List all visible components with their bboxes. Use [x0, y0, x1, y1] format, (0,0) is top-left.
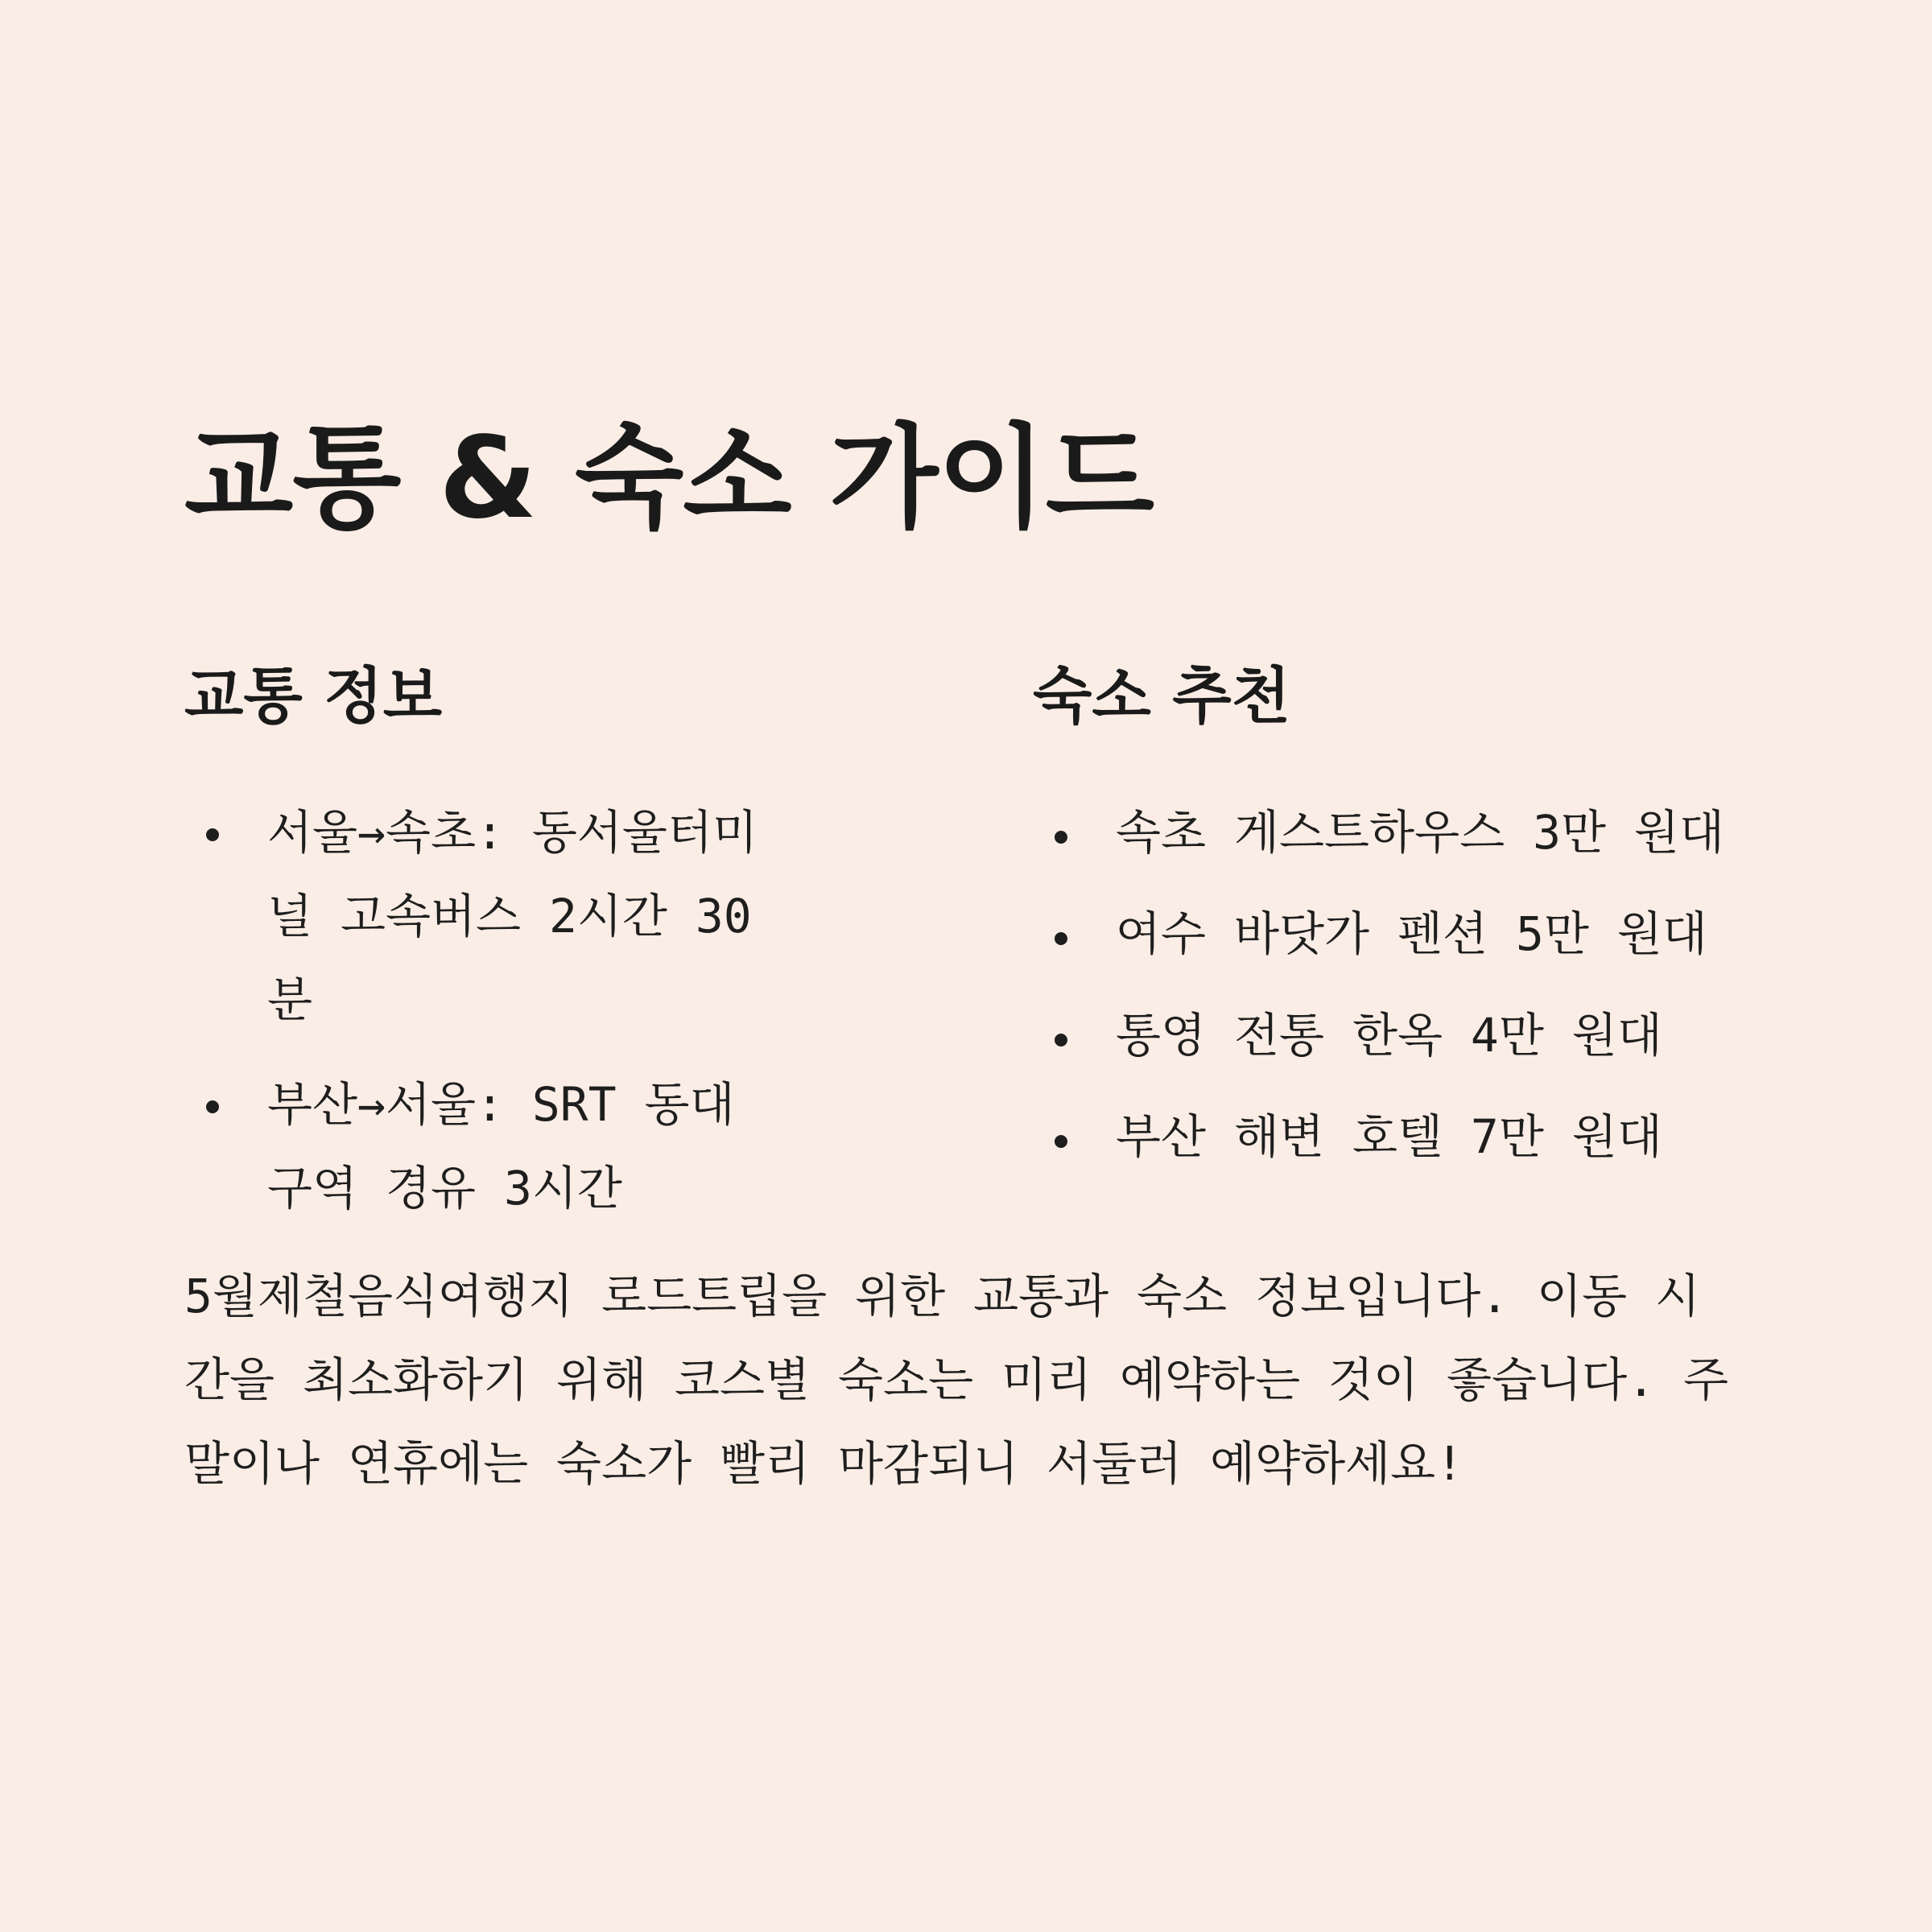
transport-item-text: 부산→서울: SRT 동대구역 경유 3시간 [267, 1077, 735, 1216]
summary-paragraph: 5월제철음식여행지 로드트립을 위한 교통과 숙소 정보입니다. 이동 시간을 최소화하기 위해 코스별 숙소는 미리 예약하는 것이 좋습니다. 주말이나 연휴에는 숙소가 빨리 마감되니 서둘러 예약하세요! [184, 1269, 1728, 1491]
bullet-icon [1055, 831, 1067, 844]
bullet-icon [1055, 1034, 1067, 1046]
list-item [1033, 993, 1776, 1077]
list-item [184, 791, 766, 1042]
bullet-icon [1055, 932, 1067, 945]
lodging-item-text: 통영 전통 한옥 4만 원대 [1116, 1008, 1662, 1063]
transport-item-text: 서울→속초: 동서울터미널 고속버스 2시간 30분 [267, 805, 758, 1027]
list-item [1033, 1095, 1776, 1179]
lodging-section [1033, 652, 1741, 1164]
bullet-icon [206, 828, 219, 841]
bullet-icon [206, 1100, 219, 1113]
lodging-item-text: 부산 해변 호텔 7만 원대 [1116, 1109, 1662, 1164]
lodging-item-text: 여수 바닷가 펜션 5만 원대 [1116, 906, 1707, 961]
lodging-list [1033, 791, 1776, 1196]
list-item [1033, 791, 1776, 874]
list-item [1033, 892, 1776, 976]
list-item [184, 1063, 766, 1230]
lodging-item-text: 속초 게스트하우스 3만 원대 [1116, 805, 1724, 860]
lodging-heading: 숙소 추천 [1033, 660, 1291, 732]
guide-page [184, 0, 1762, 1932]
page-title: 교통 & 숙소 가이드 [184, 413, 1154, 544]
transport-section [184, 652, 957, 1216]
bullet-icon [1055, 1135, 1067, 1148]
transport-list [184, 791, 766, 1251]
transport-heading: 교통 정보 [184, 660, 443, 732]
